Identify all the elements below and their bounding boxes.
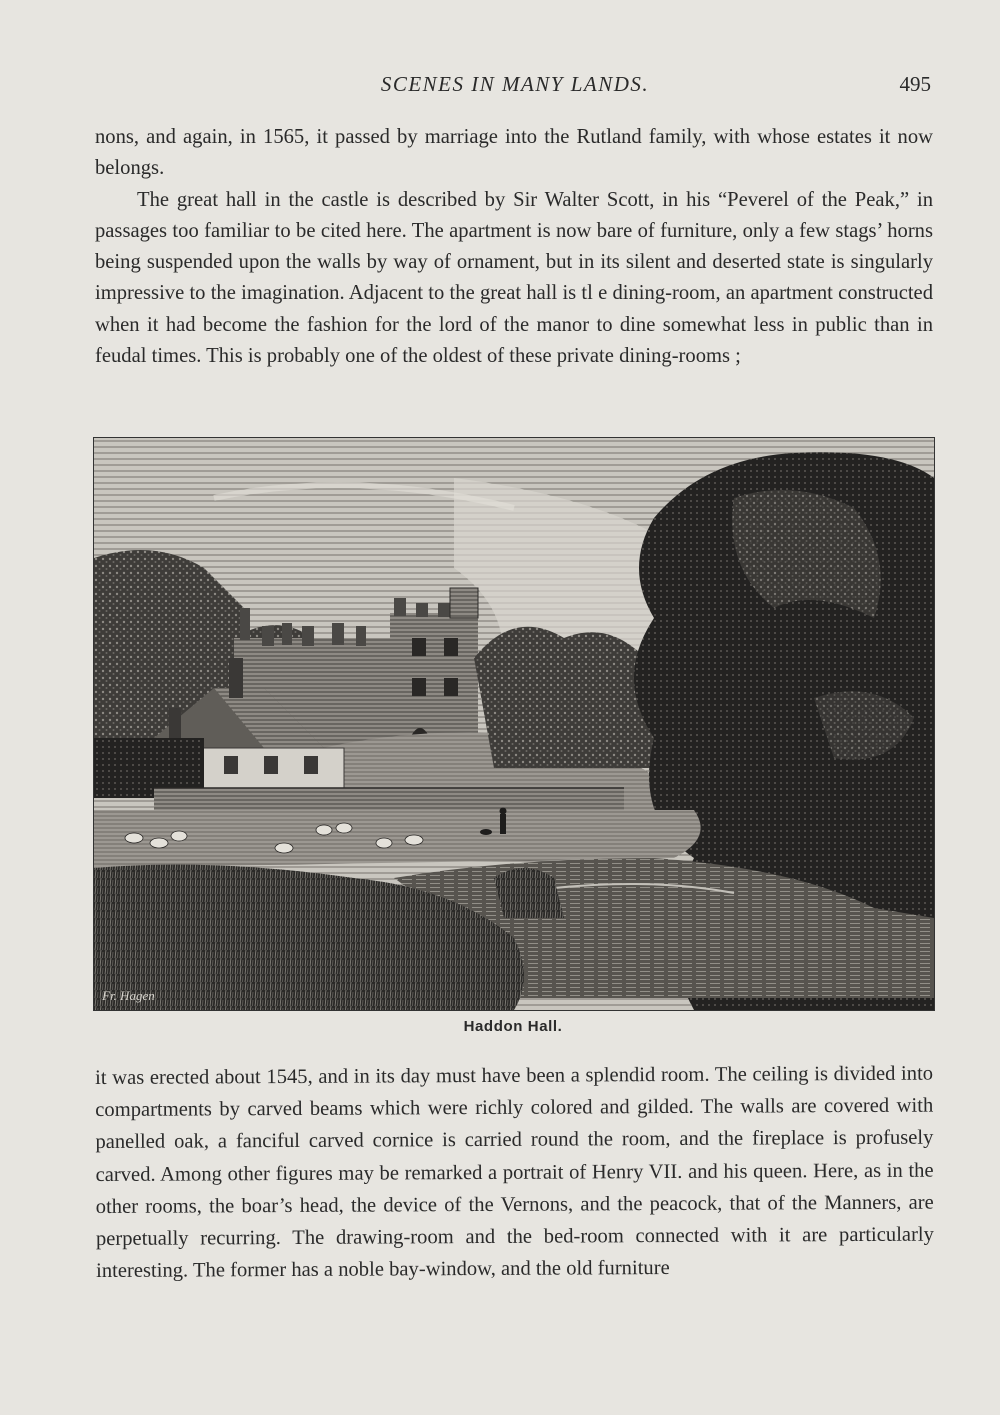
figure-caption: Haddon Hall. [463, 1018, 563, 1035]
page-number: 495 [899, 72, 931, 96]
engraver-signature: Fr. Hagen [102, 988, 155, 1003]
paragraph: nons, and again, in 1565, it passed by marriage into the Rutland family, with whose estates it now belongs. [95, 126, 933, 180]
running-title: SCENES IN MANY LANDS. [380, 72, 650, 96]
running-head [95, 70, 935, 100]
paragraph: it was erected about 1545, and in its day must have been a splendid room. The ceiling is divided into compartments by carved beams which were richly colored and gilded. The walls are covered with panelled oak, a fanciful carved cornice is carried round the room, and the fireplace is profusely carved. Among other figures may be remarked a portrait of Henry VII. and his queen. Here, as in the other rooms, the boar’s head, the device of the Vernons, and the peacock, that of the Manners, are perpetually recurring. The drawing-room and the bed-room connected with it are particularly interesting. The former has a noble bay-window, and the old furniture [95, 1062, 934, 1283]
text-block-top [95, 122, 933, 372]
paragraph: The great hall in the castle is described by Sir Walter Scott, in his “Peverel of the Peak,” in passages too familiar to be cited here. The apartment is now bare of furniture, only a few stags’ horns being suspended upon the walls by way of ornament, but in its silent and deserted state is singularly impressive to the imagination. Adjacent to the great hall is tl e dining-room, an apartment constructed when it had become the fashion for the lord of the manor to dine somewhat less in public than in feudal times. This is probably one of the oldest of these private dining-rooms ; [95, 188, 933, 368]
engraving-haddon-hall [93, 437, 935, 1011]
text-block-bottom [95, 1058, 934, 1288]
